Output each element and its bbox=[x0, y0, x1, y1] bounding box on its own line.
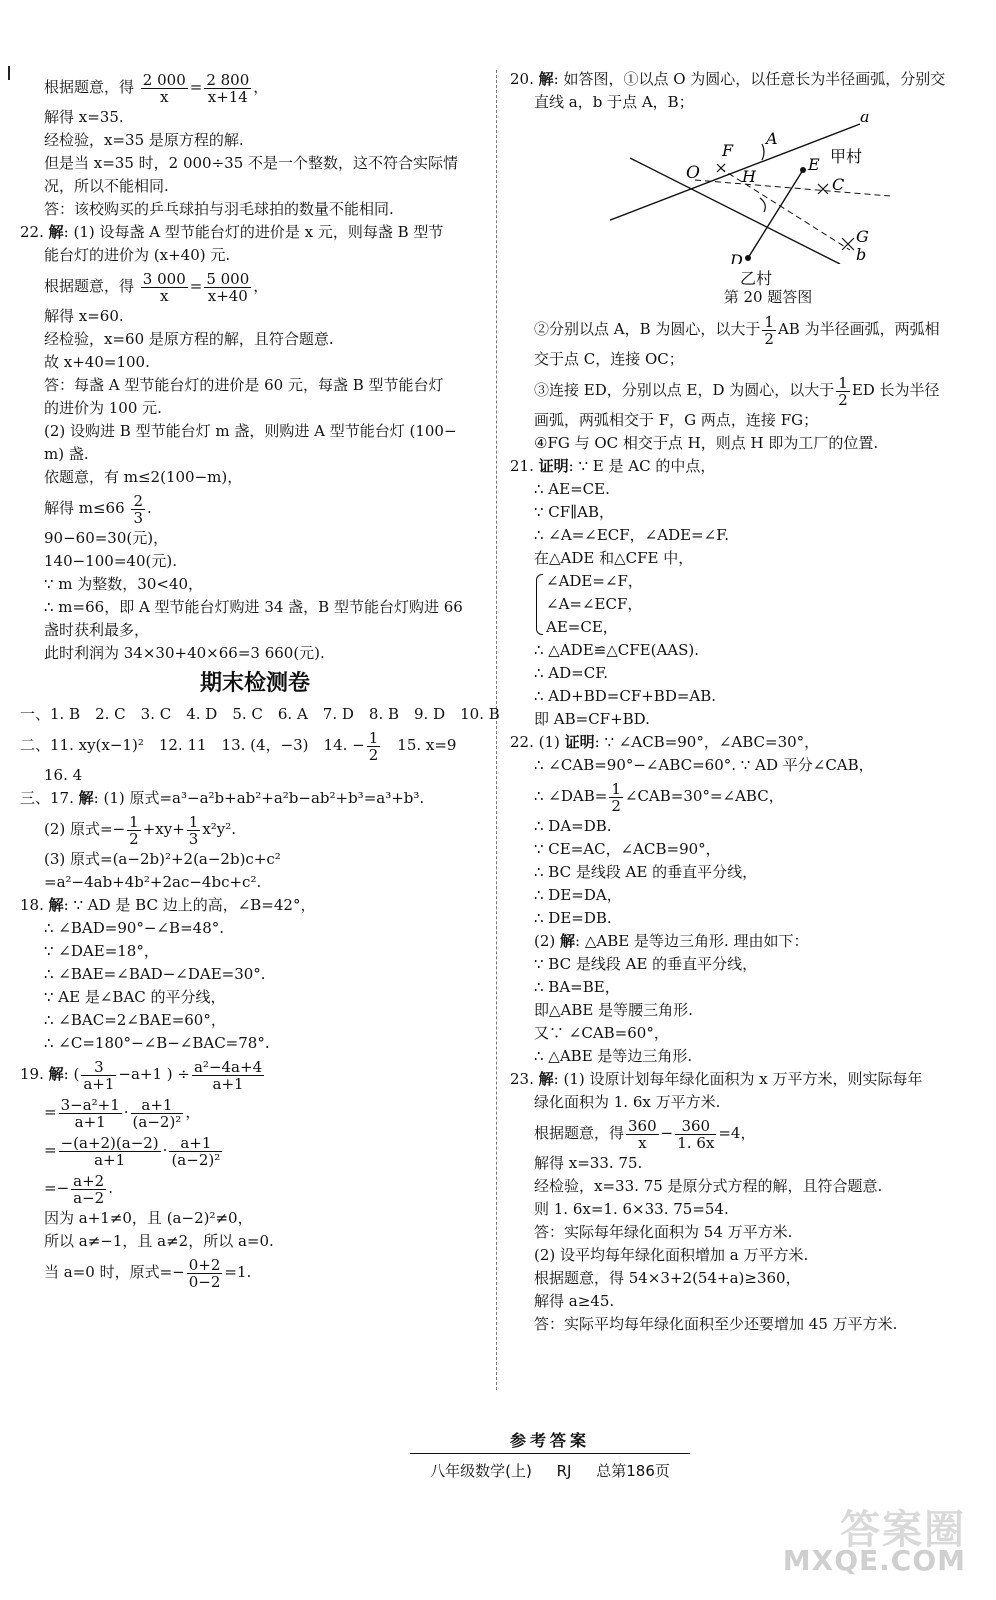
arc-mark-c bbox=[818, 184, 828, 194]
text-line: 所以 a≠−1，且 a≠2，所以 a=0. bbox=[44, 1232, 274, 1250]
text-line: 解得 x=33. 75. bbox=[534, 1154, 643, 1172]
text-line: ∴ △ABE 是等边三角形. bbox=[534, 1047, 693, 1065]
label-o: O bbox=[686, 163, 700, 183]
text-line: ∴ ∠BAD=90°−∠B=48°. bbox=[44, 919, 224, 937]
text-line: 依题意，有 m≤2(100−m)， bbox=[44, 468, 243, 486]
text-line: 经检验，x=35 是原方程的解. bbox=[44, 131, 244, 149]
q21-line: 21. 证明: ∵ E 是 AC 的中点， bbox=[510, 457, 716, 475]
text-line: ∴ BA=BE， bbox=[534, 978, 620, 996]
text-line: ∴ BC 是线段 AE 的垂直平分线， bbox=[534, 863, 758, 881]
text-line: ∵ m 为整数，30<40， bbox=[44, 575, 204, 593]
text-line: 140−100=40(元). bbox=[44, 552, 177, 570]
fraction: $\frac{2 800}{x+14}$ bbox=[206, 70, 250, 106]
arc-mark-f bbox=[717, 164, 725, 172]
fraction: $\frac{3}{a+1}$ bbox=[83, 1057, 115, 1093]
arc-b bbox=[760, 198, 765, 212]
text-line: 根据题意，得 54×3+2(54+a)≥360， bbox=[534, 1269, 801, 1287]
proof-brace: ∠ADE=∠F， ∠A=∠ECF， AE=CE， bbox=[510, 570, 986, 639]
fraction: $\frac{1}{2}$ bbox=[129, 812, 139, 848]
q20-step3: ③连接 ED，分别以点 E，D 为圆心，以大于 $\frac{1}{2}$ ED 长为半径 bbox=[534, 373, 940, 409]
text-line: 答：实际每年绿化面积为 54 万平方米. bbox=[534, 1223, 793, 1241]
q20-construction-figure bbox=[610, 114, 910, 288]
q22r-line: 22. (1) 证明: ∵ ∠ACB=90°，∠ABC=30°， bbox=[510, 733, 820, 751]
right-column bbox=[510, 68, 986, 1336]
text-line: ∴ DE=DA， bbox=[534, 886, 622, 904]
exam-section-title: 期末检测卷 bbox=[199, 671, 310, 696]
fraction: $\frac{a+1}{\text{(a−2)²}}$ bbox=[132, 1095, 182, 1131]
text-line: 盏时获利最多， bbox=[44, 621, 150, 639]
q20-line: 20. 解: 如答图，①以点 O 为圆心，以任意长为半径画弧，分别交 bbox=[510, 70, 946, 88]
section-1-answers: 一、1. B 2. C 3. C 4. D 5. C 6. A 7. D 8. B 9. D 10. B bbox=[20, 705, 500, 723]
text-line: 直线 a，b 于点 A，B； bbox=[534, 93, 694, 111]
text-line: 在△ADE 和△CFE 中， bbox=[534, 549, 694, 567]
label-e: E bbox=[808, 155, 820, 174]
text-line: 绿化面积为 1. 6x 万平方米. bbox=[534, 1093, 721, 1111]
q22r-part2: (2) 解: △ABE 是等边三角形. 理由如下： bbox=[534, 932, 809, 950]
fraction: $\frac{360}{1. 6x}$ bbox=[677, 1116, 715, 1152]
q23-equation: 根据题意，得 $\frac{360}{x}$ − $\frac{360}{1. 6x}$ =4， bbox=[534, 1116, 756, 1152]
text-line: m) 盏. bbox=[44, 445, 89, 463]
text-line: 解得 x=60. bbox=[44, 307, 124, 325]
q18-line: 18. 解: ∵ AD 是 BC 边上的高，∠B=42°， bbox=[20, 896, 316, 914]
fraction: $\frac{\text{3−a²+1}}{a+1}$ bbox=[60, 1095, 120, 1131]
label-line-b: b bbox=[856, 245, 867, 264]
text-line: 因为 a+1≠0，且 (a−2)²≠0， bbox=[44, 1209, 253, 1227]
text-line: ∵ AE 是∠BAC 的平分线， bbox=[44, 988, 226, 1006]
left-column bbox=[20, 68, 500, 1291]
text-line: 答：该校购买的乒乓球拍与羽毛球拍的数量不能相同. bbox=[44, 200, 394, 218]
point-e bbox=[800, 167, 806, 173]
text-line: 的进价为 100 元. bbox=[44, 399, 162, 417]
text-line: 即 AB=CF+BD. bbox=[534, 710, 650, 728]
text-line: 能台灯的进价为 (x+40) 元. bbox=[44, 246, 231, 264]
text-line: 交于点 C，连接 OC； bbox=[534, 350, 684, 368]
text-line: 况，所以不能相同. bbox=[44, 177, 169, 195]
text-line: 即△ABE 是等腰三角形. bbox=[534, 1001, 693, 1019]
footer-page-number: 总第186页 bbox=[596, 1462, 670, 1480]
line-a bbox=[610, 124, 863, 224]
arc-a bbox=[762, 144, 764, 160]
watermark-url: MXQE.COM bbox=[782, 1544, 966, 1577]
label-c: C bbox=[832, 175, 845, 194]
text-line: ∴ ∠C=180°−∠B−∠BAC=78°. bbox=[44, 1034, 270, 1052]
label-d: D bbox=[730, 251, 743, 264]
fraction: $\frac{3 000}{x}$ bbox=[142, 269, 186, 305]
label-village-yi: 乙村 bbox=[740, 269, 773, 288]
fraction: $\frac{2}{3}$ bbox=[133, 491, 143, 527]
q17-line: 三、17. 解: (1) 原式=a³−a²b+ab²+a²b−ab²+b³=a³+b³. bbox=[20, 789, 425, 807]
fraction: $\frac{a+2}{a-2}$ bbox=[73, 1171, 105, 1207]
text-line: 90−60=30(元)， bbox=[44, 529, 169, 547]
text-line: 解得 x=35. bbox=[44, 108, 124, 126]
label-village-jia: 甲村 bbox=[830, 147, 863, 166]
text-line: ∵ CF∥AB， bbox=[534, 503, 614, 521]
figure-caption: 第 20 题答图 bbox=[723, 288, 813, 306]
text-line: (3) 原式=(a−2b)²+2(a−2b)c+c² bbox=[44, 850, 281, 868]
text-line: 解得 a≥45. bbox=[534, 1292, 615, 1310]
margin-mark bbox=[8, 66, 10, 80]
q19-step2: = $\frac{\text{3−a²+1}}{a+1}$ · $\frac{a+1}{\text{(a−2)²}}$ ， bbox=[44, 1095, 201, 1131]
label-h: H bbox=[742, 167, 756, 186]
label-g: G bbox=[856, 227, 869, 246]
text-line: 经检验，x=33. 75 是原分式方程的解，且符合题意. bbox=[534, 1177, 883, 1195]
fraction: $\frac{2 000}{x}$ bbox=[142, 70, 186, 106]
point-d bbox=[745, 255, 751, 261]
watermark-mark: 答案圈 bbox=[840, 1507, 966, 1553]
q22-equation: 根据题意，得 $\frac{3 000}{x}$ = $\frac{5 000}{x+40}$ ， bbox=[44, 269, 269, 305]
text-line: 答：实际平均每年绿化面积至少还要增加 45 万平方米. bbox=[534, 1315, 898, 1333]
q22-header: 22. 解: (1) 设每盏 A 型节能台灯的进价是 x 元，则每盏 B 型节 bbox=[20, 223, 444, 241]
text-line: ∴ DE=DB. bbox=[534, 909, 612, 927]
text-line: ∵ CE=AC，∠ACB=90°， bbox=[534, 840, 721, 858]
text-line: (2) 设平均每年绿化面积增加 a 万平方米. bbox=[534, 1246, 809, 1264]
q19-step3: = $\frac{-(a+2)(a-2)}{a+1}$ · $\frac{a+1}{\text{(a−2)²}}$ bbox=[44, 1133, 221, 1169]
text-line: ∵ ∠DAE=18°， bbox=[44, 942, 159, 960]
label-line-a: a bbox=[860, 114, 870, 126]
footer-info bbox=[410, 1460, 690, 1481]
fraction: $\frac{1}{3}$ bbox=[188, 812, 199, 848]
text-line: 则 1. 6x=1. 6×33. 75=54. bbox=[534, 1200, 729, 1218]
text-line: 画弧，两弧相交于 F，G 两点，连接 FG； bbox=[534, 411, 819, 429]
text-line: ∴ ∠BAC=2∠BAE=60°， bbox=[44, 1011, 226, 1029]
text-line: ∴ AE=CE. bbox=[534, 480, 610, 498]
text-line: ∴ AD=CF. bbox=[534, 664, 609, 682]
text-line: ∴ ∠A=∠ECF，∠ADE=∠F. bbox=[534, 526, 730, 544]
text-line: (2) 设购进 B 型节能台灯 m 盏，则购进 A 型节能台灯 (100− bbox=[44, 422, 457, 440]
text-line: 答：每盏 A 型节能台灯的进价是 60 元，每盏 B 型节能台灯 bbox=[44, 376, 444, 394]
text-line: ∵ BC 是线段 AE 的垂直平分线， bbox=[534, 955, 758, 973]
footer-edition: RJ bbox=[556, 1462, 572, 1480]
watermark-logo bbox=[752, 1498, 972, 1580]
text-line: ∴ △ADE≌△CFE(AAS). bbox=[534, 641, 700, 659]
construction-diagram bbox=[610, 114, 910, 264]
q21-equation: 根据题意，得 $\frac{2 000}{x}$ = $\frac{2 800}{x+14}$ ， bbox=[44, 70, 269, 106]
text-line: ∴ ∠CAB=90°−∠ABC=60°. ∵ AD 平分∠CAB， bbox=[534, 756, 874, 774]
q22r-angle: ∴ ∠DAB= $\frac{1}{2}$ ∠CAB=30°=∠ABC， bbox=[534, 779, 784, 815]
text-line: 又∵ ∠CAB=60°， bbox=[534, 1024, 669, 1042]
fraction: $\frac{0+2}{0-2}$ bbox=[188, 1255, 221, 1291]
line-fg bbox=[720, 168, 850, 250]
fraction: $\frac{1}{2}$ bbox=[611, 779, 621, 815]
q19-line: 19. 解: ( $\frac{3}{a+1}$ −a+1 ) ÷ $\frac{\text{a²−4a+4}}{a+1}$ bbox=[20, 1057, 263, 1093]
text-line: ∴ AD+BD=CF+BD=AB. bbox=[534, 687, 717, 705]
label-f: F bbox=[722, 141, 734, 160]
text-line: =a²−4ab+4b²+2ac−4bc+c². bbox=[44, 873, 262, 891]
text-line: 16. 4 bbox=[44, 766, 83, 784]
label-a: A bbox=[766, 129, 778, 148]
fraction: $\frac{a+1}{\text{(a−2)²}}$ bbox=[171, 1133, 221, 1169]
fraction: $\frac{1}{2}$ bbox=[764, 312, 774, 348]
segment-ed bbox=[748, 170, 803, 258]
text-line: ∴ DA=DB. bbox=[534, 817, 612, 835]
fraction: $\frac{5 000}{x+40}$ bbox=[206, 269, 250, 305]
footer-title: 参考答案 bbox=[410, 1428, 690, 1454]
text-line: ∴ m=66，即 A 型节能台灯购进 34 盏，B 型节能台灯购进 66 bbox=[44, 598, 463, 616]
fraction: $\frac{360}{x}$ bbox=[628, 1116, 657, 1152]
q17-part2: (2) 原式=− $\frac{1}{2}$ +xy+ $\frac{1}{3}$ x²y². bbox=[44, 812, 237, 848]
footer-grade: 八年级数学(上) bbox=[430, 1462, 532, 1480]
text-line: ∴ ∠BAE=∠BAD−∠DAE=30°. bbox=[44, 965, 266, 983]
column-divider bbox=[496, 70, 497, 1390]
q19-step4: =− $\frac{a+2}{a-2}$ . bbox=[44, 1171, 113, 1207]
q20-step2: ②分别以点 A，B 为圆心，以大于 $\frac{1}{2}$ AB 为半径画弧，两弧相 bbox=[534, 312, 940, 348]
fraction: $\frac{1}{2}$ bbox=[368, 728, 379, 764]
fraction: $\frac{1}{2}$ bbox=[838, 373, 848, 409]
section-2-answers: 二、11. xy(x−1)² 12. 11 13. (4，−3) 14. − $\frac{1}{2}$ 15. x=9 bbox=[20, 728, 457, 764]
q23-line: 23. 解: (1) 设原计划每年绿化面积为 x 万平方米，则实际每年 bbox=[510, 1070, 923, 1088]
page-footer bbox=[410, 1428, 690, 1481]
text-line: ④FG 与 OC 相交于点 H，则点 H 即为工厂的位置. bbox=[534, 434, 879, 452]
q19-final: 当 a=0 时，原式=− $\frac{0+2}{0-2}$ =1. bbox=[44, 1255, 252, 1291]
fraction: $\frac{-(a+2)(a-2)}{a+1}$ bbox=[60, 1133, 159, 1169]
text-line: 故 x+40=100. bbox=[44, 353, 150, 371]
q22-solve-line: 解得 m≤66 $\frac{2}{3}$ . bbox=[44, 491, 152, 527]
text-line: 但是当 x=35 时，2 000÷35 不是一个整数，这不符合实际情 bbox=[44, 154, 459, 172]
text-line: 此时利润为 34×30+40×66=3 660(元). bbox=[44, 644, 325, 662]
text-line: 经检验，x=60 是原方程的解，且符合题意. bbox=[44, 330, 334, 348]
fraction: $\frac{\text{a²−4a+4}}{a+1}$ bbox=[193, 1057, 263, 1093]
